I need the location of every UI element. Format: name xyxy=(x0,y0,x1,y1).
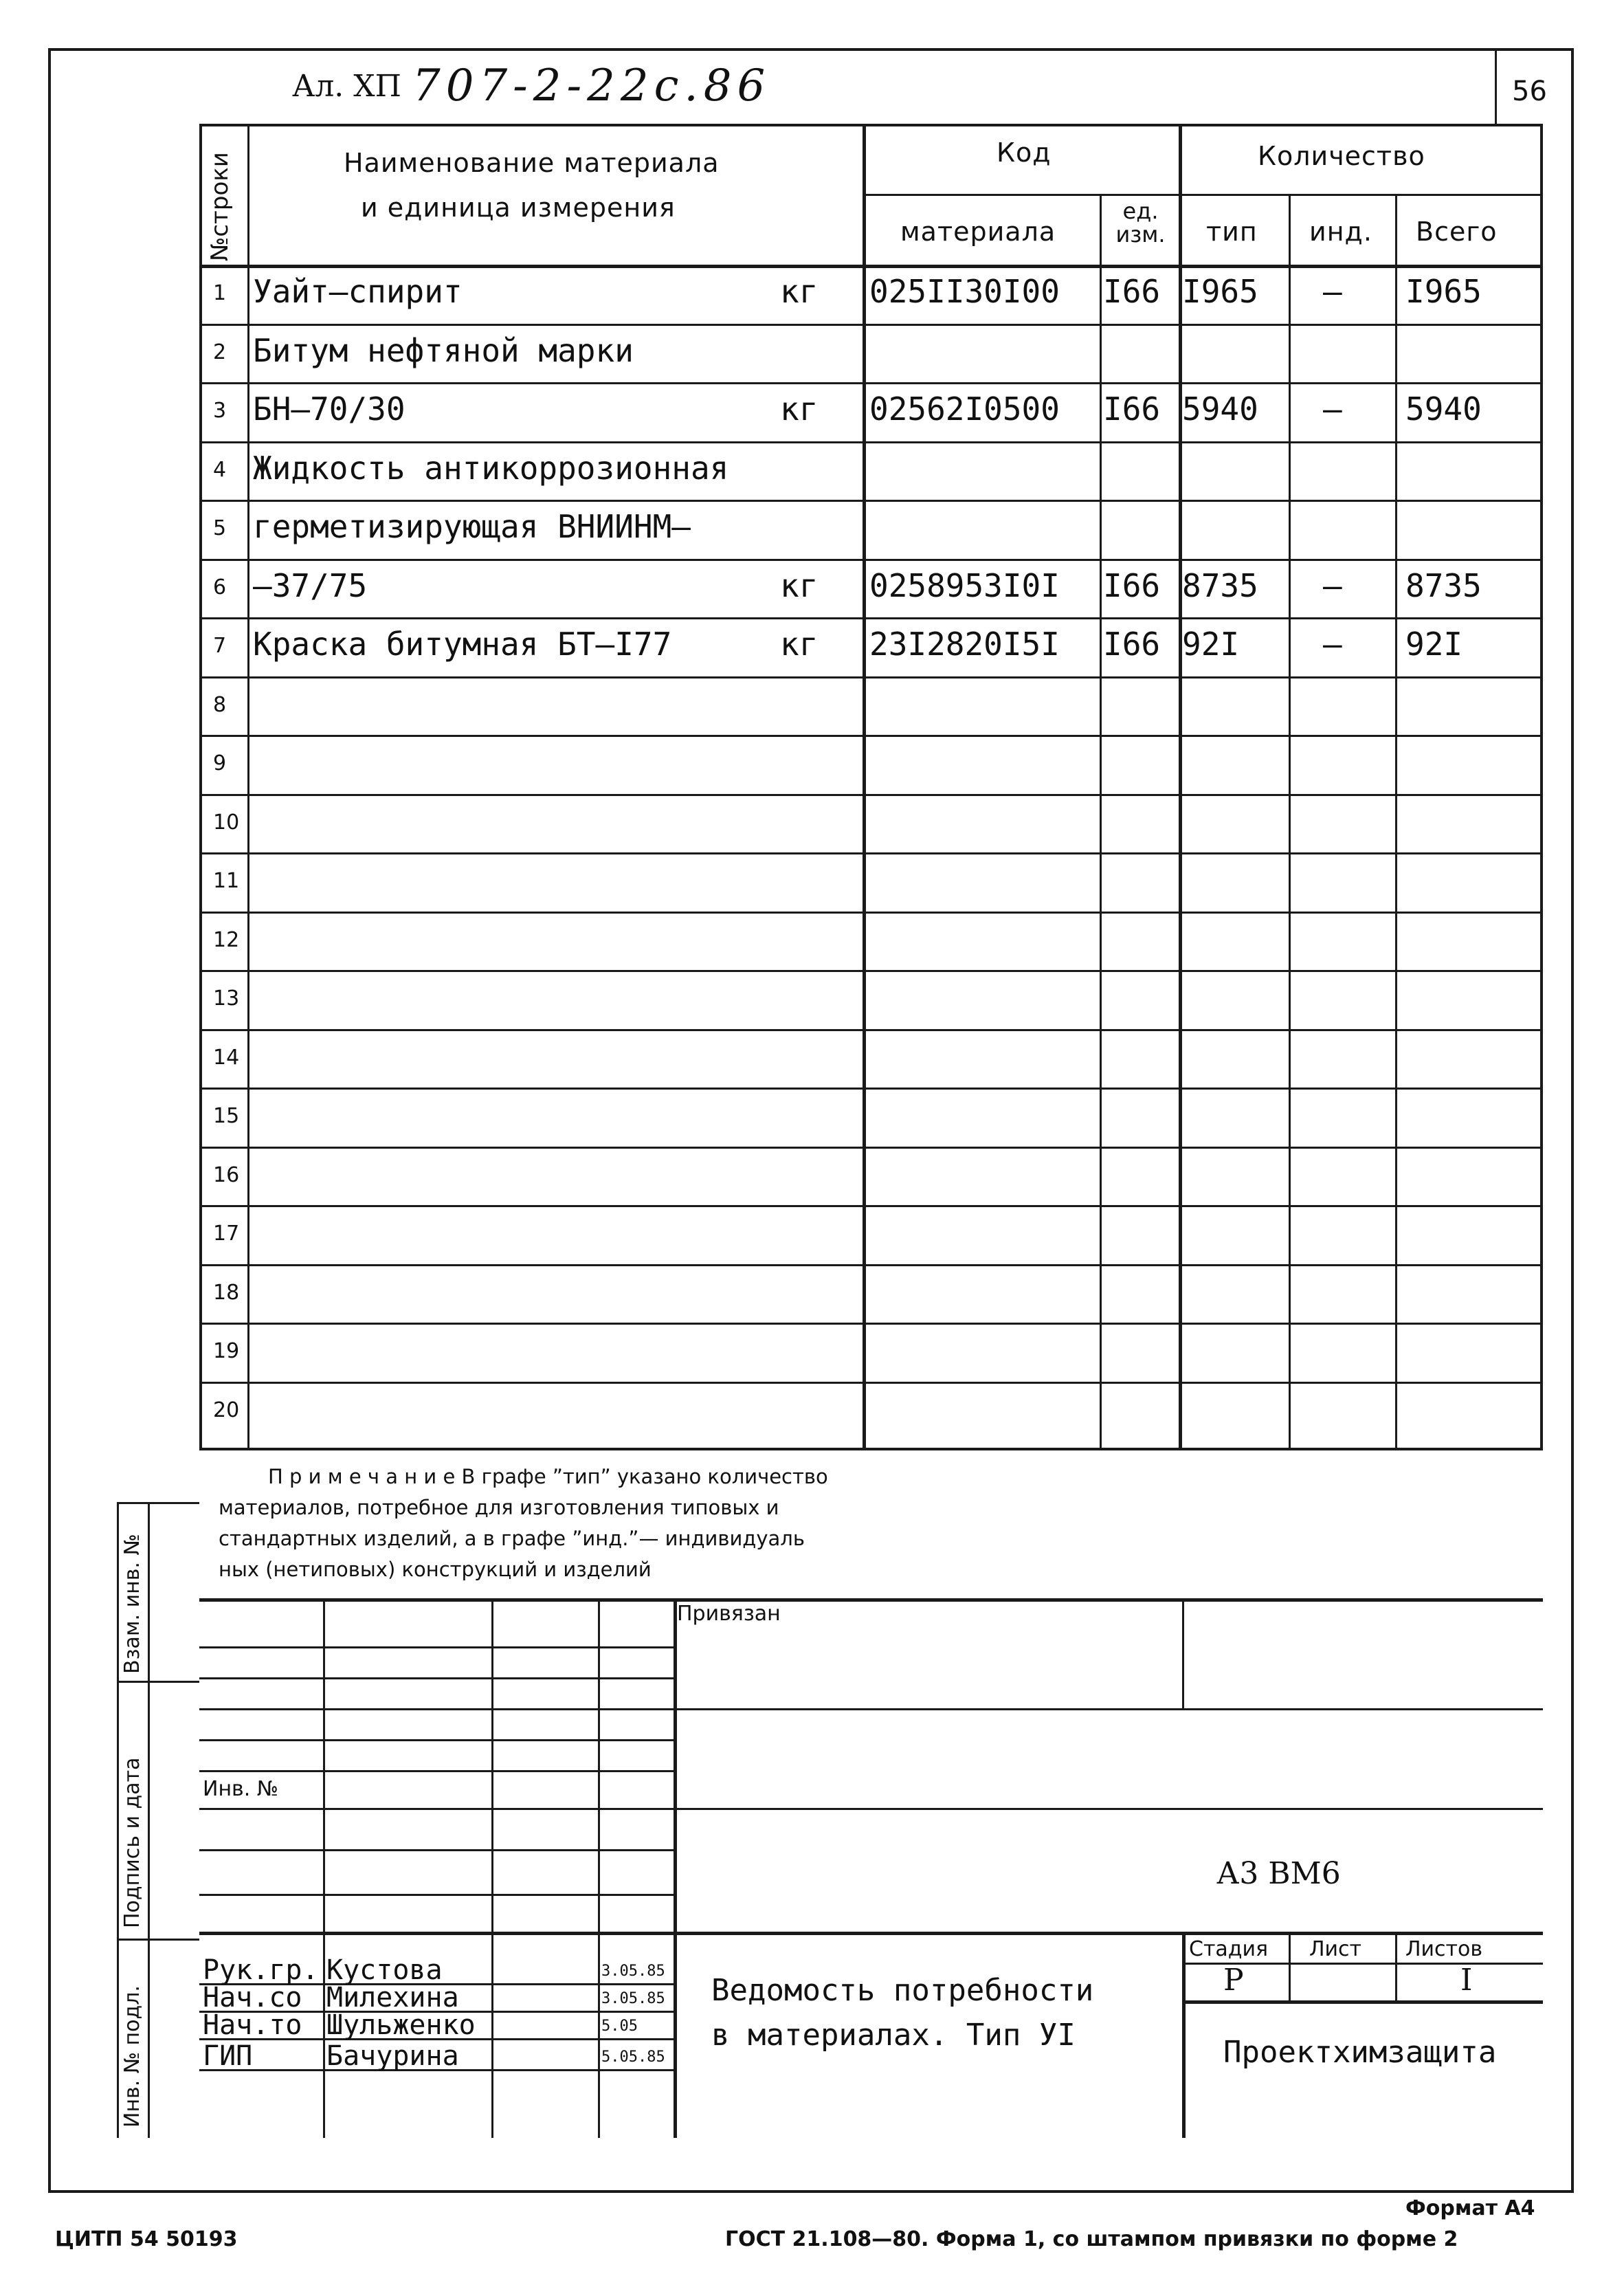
row-number: 4 xyxy=(213,457,227,482)
stage-label: Стадия xyxy=(1189,1937,1269,1961)
sheet-code: А3 ВМ6 xyxy=(1216,1856,1341,1891)
note-line-2: материалов, потребное для изготовления типовых и xyxy=(219,1496,779,1519)
document-title-1: Ведомость потребности xyxy=(711,1973,1094,2008)
sheets-value: I xyxy=(1460,1963,1473,1998)
material-name: Краска битумная БТ–I77 xyxy=(253,626,672,663)
qty-total: I965 xyxy=(1405,273,1482,310)
sign-date: 3.05.85 xyxy=(601,1990,665,2007)
sign-date: 5.05.85 xyxy=(601,2049,665,2066)
row-number: 1 xyxy=(213,281,227,305)
album-label: Ал. XП xyxy=(292,69,401,104)
note-line-1: П р и м е ч а н и е В графе ”тип” указано количество xyxy=(268,1465,828,1488)
row-number: 18 xyxy=(213,1280,240,1305)
stage-value: Р xyxy=(1223,1963,1244,1998)
side-signature-date: Подпись и дата xyxy=(120,1757,144,1928)
unit-code: I66 xyxy=(1103,626,1161,663)
row-number: 13 xyxy=(213,986,240,1011)
col-header-ind: инд. xyxy=(1309,217,1372,247)
privyazan-label: Привязан xyxy=(677,1602,781,1626)
col-header-qty: Количество xyxy=(1258,141,1425,171)
unit: кг xyxy=(780,626,819,663)
row-number: 3 xyxy=(213,399,227,423)
signer-name: Милехина xyxy=(326,1982,459,2013)
col-header-unit: ед. изм. xyxy=(1115,198,1166,247)
row-number: 10 xyxy=(213,810,240,835)
material-name: БН–70/30 xyxy=(253,390,405,428)
signer-role: Нач.со xyxy=(203,1982,302,2013)
row-number: 12 xyxy=(213,927,240,952)
signer-role: Рук.гр. xyxy=(203,1954,319,1986)
document-code: 707-2-22с.86 xyxy=(412,60,771,111)
note-line-4: ных (нетиповых) конструкций и изделий xyxy=(219,1558,652,1581)
row-number: 19 xyxy=(213,1339,240,1363)
row-number: 20 xyxy=(213,1398,240,1422)
sheets-label: Листов xyxy=(1405,1937,1483,1961)
row-number: 8 xyxy=(213,692,227,717)
side-vzam-inv: Взам. инв. № xyxy=(120,1534,144,1674)
row-number: 2 xyxy=(213,340,227,364)
material-name: Битум нефтяной марки xyxy=(253,331,634,369)
page-number: 56 xyxy=(1512,76,1547,107)
col-header-code: Код xyxy=(997,137,1052,168)
qty-type: I965 xyxy=(1182,273,1258,310)
qty-ind: — xyxy=(1323,626,1342,663)
qty-ind: — xyxy=(1323,273,1342,310)
signer-name: Бачурина xyxy=(326,2040,459,2072)
qty-ind: — xyxy=(1323,390,1342,428)
unit: кг xyxy=(780,273,819,310)
inv-no-label: Инв. № xyxy=(203,1777,279,1801)
col-header-total: Всего xyxy=(1416,217,1498,247)
material-name: –37/75 xyxy=(253,566,368,604)
qty-type: 5940 xyxy=(1182,390,1258,428)
signer-name: Шульженко xyxy=(326,2009,476,2041)
qty-type: 92I xyxy=(1182,626,1240,663)
materials-table xyxy=(199,124,1543,1450)
qty-ind: — xyxy=(1323,566,1342,604)
qty-total: 8735 xyxy=(1405,566,1482,604)
unit: кг xyxy=(780,390,819,428)
material-name: Уайт–спирит xyxy=(253,273,463,310)
document-title-2: в материалах. Тип УI xyxy=(711,2018,1076,2053)
side-inv-podl: Инв. № подл. xyxy=(120,1985,144,2128)
material-code: 025II30I00 xyxy=(869,273,1060,310)
row-number: 11 xyxy=(213,869,240,893)
col-header-type: тип xyxy=(1206,217,1258,247)
qty-type: 8735 xyxy=(1182,566,1258,604)
material-code: 02562I0500 xyxy=(869,390,1060,428)
unit-code: I66 xyxy=(1103,566,1161,604)
unit-code: I66 xyxy=(1103,390,1161,428)
sheet-label: Лист xyxy=(1309,1937,1362,1961)
material-code: 23I2820I5I xyxy=(869,626,1060,663)
row-number: 16 xyxy=(213,1162,240,1187)
unit-code: I66 xyxy=(1103,273,1161,310)
organization: Проектхимзащита xyxy=(1223,2035,1497,2070)
note-line-3: стандартных изделий, а в графе ”инд.”— индивидуаль xyxy=(219,1527,805,1550)
signer-role: Нач.то xyxy=(203,2009,302,2041)
row-number: 15 xyxy=(213,1104,240,1128)
material-code: 0258953I0I xyxy=(869,566,1060,604)
format-label: Формат А4 xyxy=(1405,2196,1535,2220)
sign-date: 5.05 xyxy=(601,2018,638,2035)
row-number: 9 xyxy=(213,751,227,775)
signer-role: ГИП xyxy=(203,2040,253,2072)
unit: кг xyxy=(780,566,819,604)
qty-total: 5940 xyxy=(1405,390,1482,428)
footer-left: ЦИТП 54 50193 xyxy=(55,2227,238,2251)
col-header-name-2: и единица измерения xyxy=(361,192,676,223)
qty-total: 92I xyxy=(1405,626,1463,663)
row-number: 6 xyxy=(213,575,227,599)
row-number: 5 xyxy=(213,516,227,540)
material-name: Жидкость антикоррозионная xyxy=(253,449,729,487)
col-header-rownum: №строки xyxy=(206,152,234,261)
material-name: герметизирующая ВНИИНМ– xyxy=(253,508,691,545)
col-header-material: материала xyxy=(900,217,1056,247)
signer-name: Кустова xyxy=(326,1954,443,1986)
row-number: 7 xyxy=(213,634,227,658)
col-header-name: Наименование материала xyxy=(344,148,720,178)
sign-date: 3.05.85 xyxy=(601,1963,665,1980)
row-number: 17 xyxy=(213,1222,240,1246)
footer-gost: ГОСТ 21.108—80. Форма 1, со штампом привязки по форме 2 xyxy=(725,2227,1458,2251)
row-number: 14 xyxy=(213,1045,240,1070)
